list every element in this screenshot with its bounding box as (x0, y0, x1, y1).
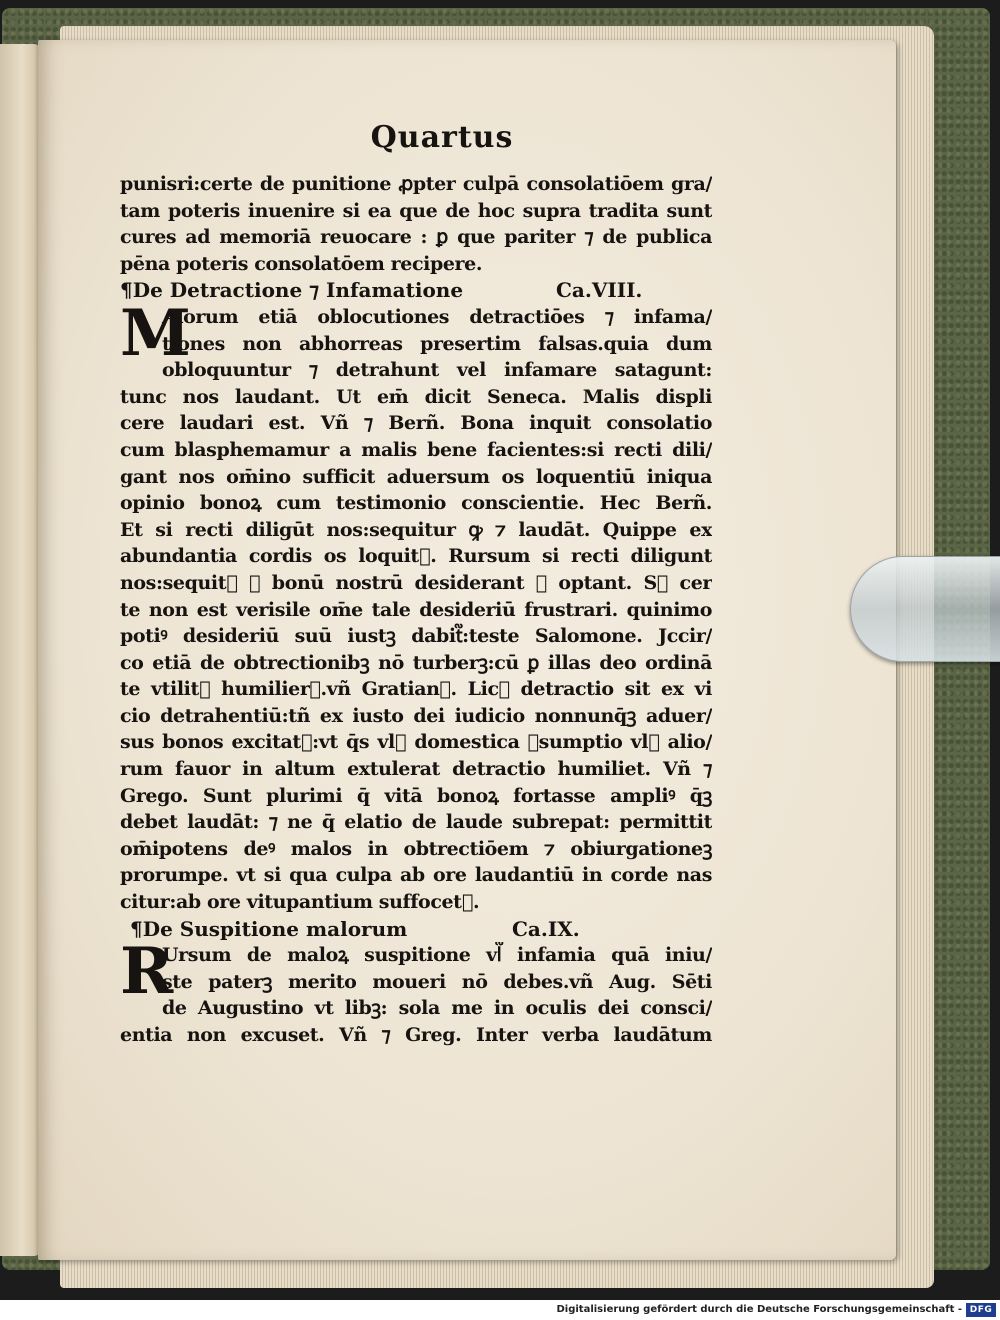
dfg-logo: DFG (966, 1303, 996, 1317)
chapter-heading-title: ¶De Detractione ⁊ Infamatione (120, 278, 464, 303)
text-line: potiꝰ desideriū suū iustꝫ dabit᷑:teste Salomone. Jccir/ (120, 625, 712, 648)
text-line: te vtilit᷑ humilierꝫ.vñ Gratianꝰ. Licꝫ detractio sit ex vi (120, 678, 712, 701)
text-line: nos:sequit᷑ ꝙ bonū nostrū desiderant ⁊ optant. Sꝫ cer (120, 571, 712, 594)
text-line: prorumpe. vt si qua culpa ab ore laudantiū in corde nas (120, 864, 712, 887)
text-line: de Augustino vt libꝫ: sola me in oculis dei consci/ (162, 997, 712, 1020)
text-line: cio detrahentiū:tñ ex iusto dei iudicio nonnunq̄ꝫ aduer/ (120, 704, 712, 727)
text-line: rum fauor in altum extulerat detractio humiliet. Vñ ⁊ (120, 758, 712, 781)
text-line: te non est verisile om̄e tale desideriū frustrari. quinimo (120, 598, 712, 621)
chapter-number: Ca.VIII. (556, 278, 643, 303)
text-line: debet laudāt: ⁊ ne q̄ elatio de laude subrepat: permittit (120, 811, 712, 834)
text-line: gant nos om̄ino sufficit aduersum os loquentiū iniqua (120, 465, 712, 488)
initial-letter: M (120, 295, 191, 371)
funding-credit: Digitalisierung gefördert durch die Deutsche Forschungsgemeinschaft - (556, 1304, 962, 1315)
page-holder-clip (850, 556, 1000, 662)
text-line: abundantia cordis os loquit᷑. Rursum si recti diligunt (120, 545, 712, 568)
text-line: Alorum etiā oblocutiones detractiōes ⁊ infama/ (162, 305, 712, 328)
paragraph (120, 295, 712, 384)
text-line: om̄ipotens deꝰ malos in obtrectiōem ⁊ obiurgationeꝫ (120, 837, 712, 860)
text-line: obloquuntur ⁊ detrahunt vel infamare satagunt: (162, 359, 712, 382)
text-line: tiones non abhorreas presertim falsas.quia dum (162, 332, 712, 355)
text-line: cum blasphemamur a malis bene facientes:si recti dili/ (120, 438, 712, 461)
text-line: sus bonos excitat᷑:vt q̄s vl᷑ domestica ꝓsumptio vl᷑ alio/ (120, 731, 712, 754)
facing-page-edge (0, 44, 40, 1256)
chapter-heading-title: ¶De Suspitione malorum (130, 916, 408, 941)
text-line: Ursum de maloꝝ suspitione vl᷑ infamia quā iniu/ (162, 944, 712, 967)
text-line: pēna poteris consolatōem recipere. (120, 252, 483, 275)
text-line: citur:ab ore vitupantium suffocet᷑. (120, 891, 480, 914)
text-line: co etiā de obtrectionibꝫ nō turberꝫ:cū ꝑ illas deo ordinā (120, 651, 712, 674)
initial-letter: R (120, 934, 174, 1010)
text-line: opinio bonoꝝ cum testimonio conscientie. Hec Berñ. (120, 492, 712, 515)
text-line: tam poteris inuenire si ea que de hoc supra tradita sunt (120, 199, 712, 222)
text-block (120, 120, 712, 1049)
text-line: Et si recti diligūt nos:sequitur ꝙ ⁊ laudāt. Quippe ex (120, 518, 712, 541)
chapter-number: Ca.IX. (512, 916, 580, 941)
running-head: Quartus (370, 120, 514, 155)
chapter-heading (120, 277, 712, 304)
text-line: cere laudari est. Vñ ⁊ Berñ. Bona inquit consolatio (120, 412, 712, 435)
text-line: Grego. Sunt plurimi q̄ vitā bonoꝝ fortasse ampliꝰ q̄ꝫ (120, 784, 712, 807)
text-line: punisri:certe de punitione ꝓpter culpā consolatiōem gra/ (120, 173, 712, 195)
chapter-heading (120, 916, 712, 943)
paragraph (120, 934, 712, 1022)
text-line: entia non excuset. Vñ ⁊ Greg. Inter verba laudātum (120, 1024, 712, 1046)
text-line: cures ad memoriā reuocare : ꝑ que pariter ⁊ de publica (120, 226, 712, 249)
text-line: ste paterꝫ merito moueri nō debes.vñ Aug. Sēti (162, 970, 712, 993)
footer-bar (0, 1300, 1000, 1320)
text-line: tunc nos laudant. Ut em̄ dicit Seneca. Malis displi (120, 385, 712, 408)
